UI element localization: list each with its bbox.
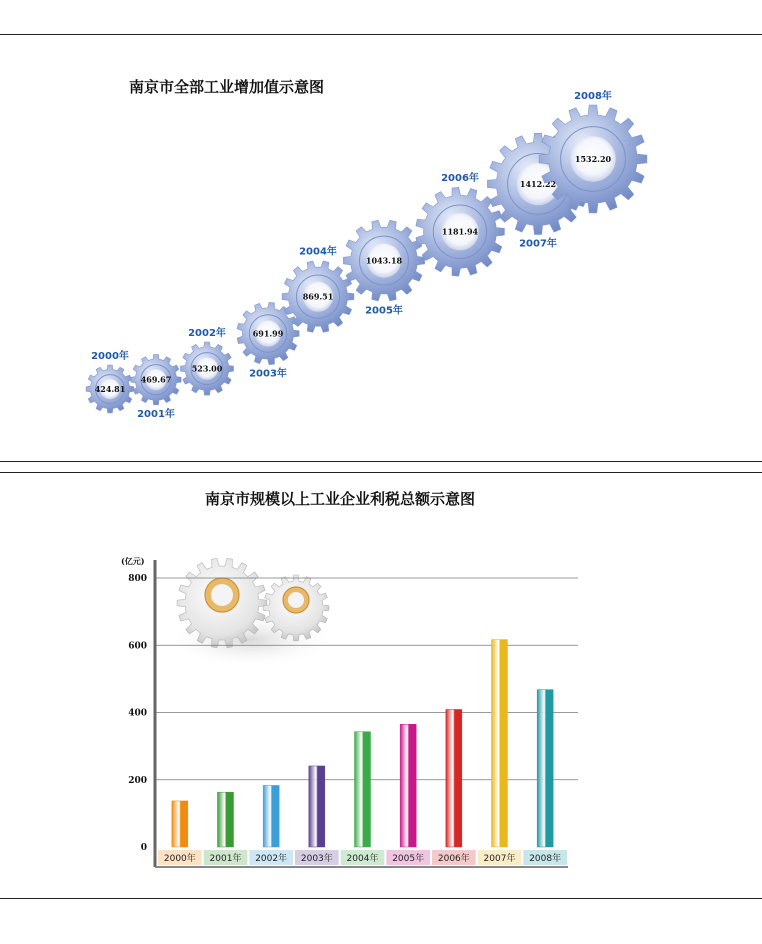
bar-2 [263, 785, 279, 847]
x-category-label: 2007年 [483, 854, 516, 864]
bar-chart-title: 南京市规模以上工业企业利税总额示意图 [205, 490, 476, 508]
gear-chart-title: 南京市全部工业增加值示意图 [129, 78, 325, 96]
x-category-label: 2005年 [392, 854, 425, 864]
gear-year-label: 2002年 [188, 327, 226, 339]
y-tick-label: 200 [128, 775, 147, 786]
decorative-gears [172, 558, 329, 666]
gear-year-label: 2007年 [519, 238, 557, 250]
y-tick-label: 0 [140, 843, 147, 853]
x-category-label: 2000年 [163, 854, 196, 864]
bar-4 [355, 732, 371, 847]
y-tick-label: 400 [128, 708, 147, 719]
bar-1 [218, 792, 234, 847]
bar-8 [537, 690, 553, 847]
gear-value-label: 424.81 [94, 384, 126, 394]
y-tick-label: 800 [128, 574, 147, 584]
gear-0 [86, 349, 134, 413]
y-unit-label: (亿元) [121, 556, 145, 566]
x-category-label: 2008年 [529, 854, 562, 864]
bar-0 [172, 801, 188, 847]
gear-value-label: 1181.94 [441, 226, 479, 237]
x-category-label: 2003年 [300, 854, 333, 864]
middle-divider-lower [0, 472, 762, 473]
gear-value-label: 1043.18 [365, 255, 403, 266]
gear-year-label: 2008年 [574, 91, 612, 102]
gear-value-label: 1412.22 [519, 178, 557, 189]
y-tick-label: 600 [128, 641, 147, 652]
gear-year-label: 2005年 [365, 305, 403, 317]
gear-year-label: 2006年 [441, 173, 479, 185]
bar-chart [0, 540, 762, 940]
gear-year-label: 2001年 [137, 408, 175, 420]
gear-2 [181, 326, 234, 395]
gear-8 [539, 89, 647, 213]
x-category-label: 2002年 [255, 854, 288, 864]
x-category-label: 2006年 [437, 854, 470, 864]
gear-chart [0, 80, 762, 460]
gear-1 [131, 355, 181, 420]
gear-value-label: 523.00 [191, 363, 223, 374]
bar-3 [309, 766, 325, 847]
gear-5 [343, 220, 424, 316]
bar-6 [446, 709, 462, 847]
bar-5 [400, 724, 416, 847]
gear-year-label: 2003年 [249, 368, 287, 380]
top-divider [0, 34, 762, 35]
large-gear-hole [211, 584, 233, 606]
x-category-label: 2004年 [346, 854, 379, 864]
gear-value-label: 1532.20 [574, 154, 612, 164]
gear-value-label: 869.51 [302, 291, 334, 302]
gear-value-label: 691.99 [252, 328, 284, 339]
x-category-label: 2001年 [209, 854, 242, 864]
gear-value-label: 469.67 [140, 374, 172, 385]
small-gear-hole [288, 592, 304, 608]
middle-divider-upper [0, 461, 762, 462]
gear-year-label: 2000年 [91, 351, 129, 362]
gear-year-label: 2004年 [299, 246, 337, 258]
bar-7 [492, 640, 508, 847]
